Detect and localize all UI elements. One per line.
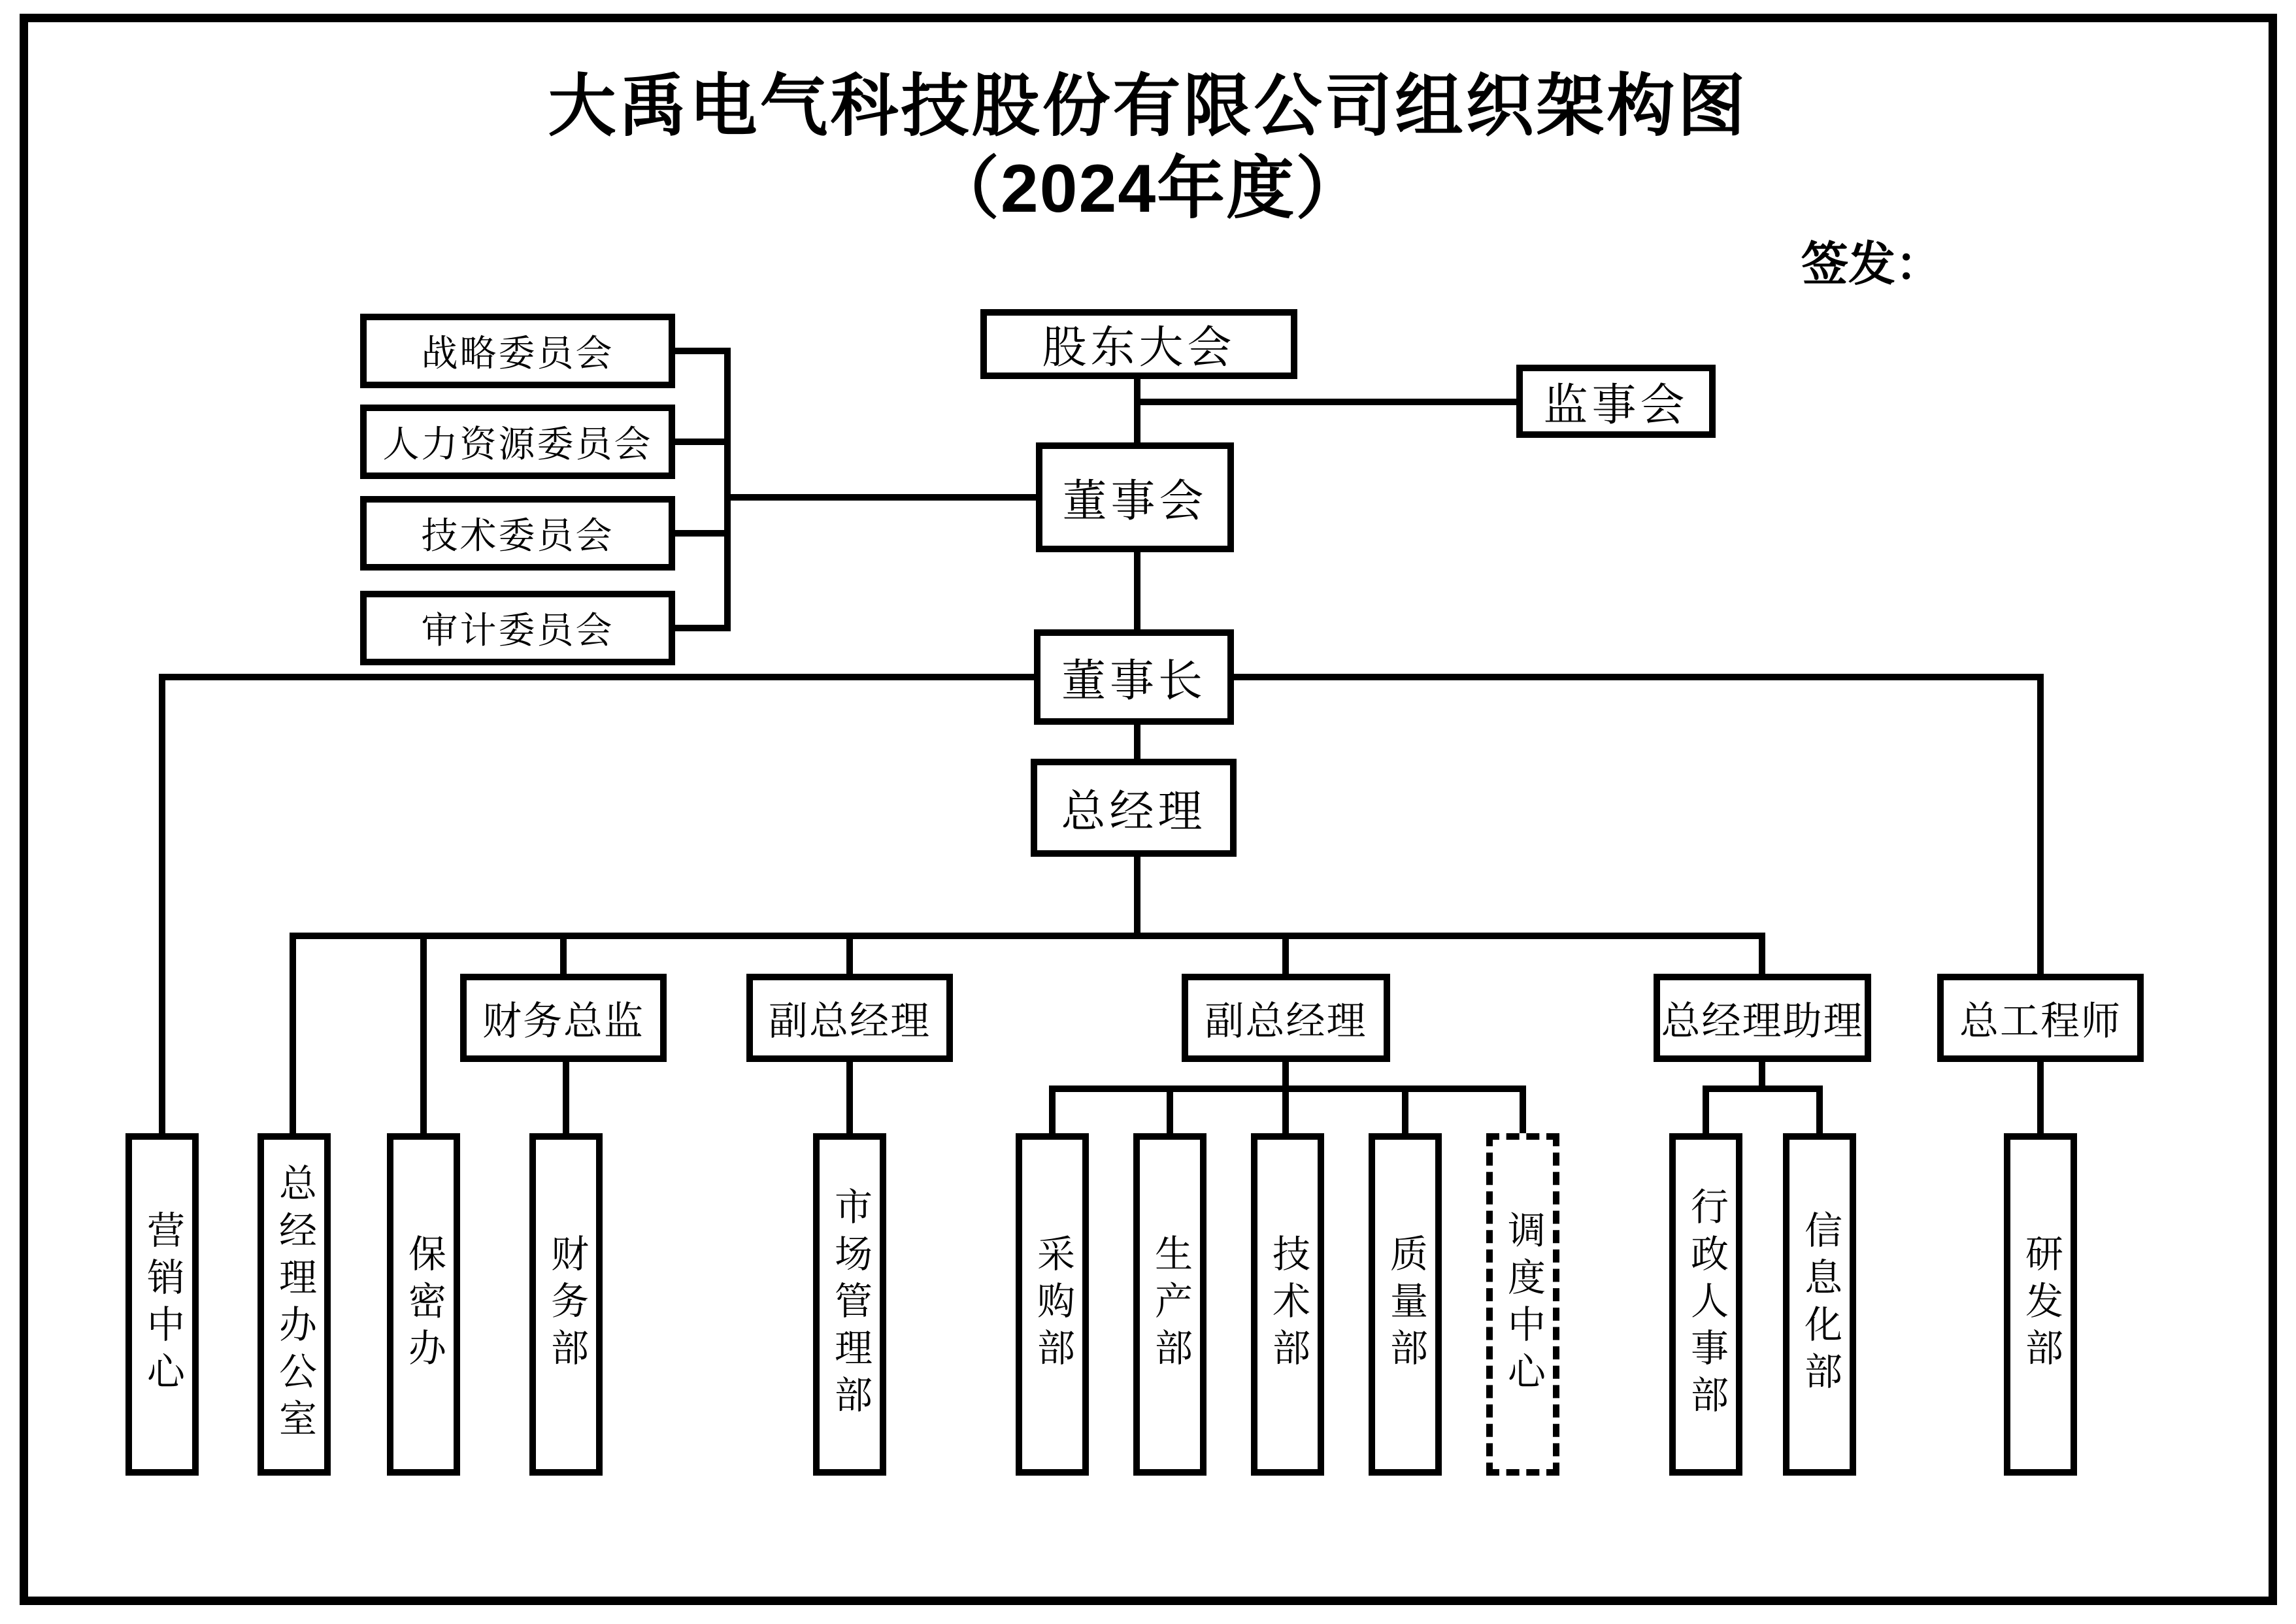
connector-chiefeng-rnd bbox=[2037, 1062, 2044, 1133]
node-dept-production: 生产部 bbox=[1133, 1133, 1206, 1476]
node-dept-purchasing: 采购部 bbox=[1016, 1133, 1089, 1476]
page-subtitle: （2024年度） bbox=[931, 151, 1365, 227]
connector-vp2-bus bbox=[1049, 1085, 1526, 1092]
connector-committee-tech bbox=[673, 530, 731, 537]
connector-committee-hr bbox=[673, 439, 731, 445]
node-cfo: 财务总监 bbox=[460, 974, 667, 1062]
node-dept-finance: 财务部 bbox=[529, 1133, 603, 1476]
connector-admin-hr-drop bbox=[1703, 1085, 1709, 1133]
node-board-of-directors: 董事会 bbox=[1036, 442, 1234, 552]
node-dept-admin-hr: 行政人事部 bbox=[1669, 1133, 1742, 1476]
node-dept-dispatch-center: 调度中心 bbox=[1486, 1133, 1559, 1476]
node-supervisory-board: 监事会 bbox=[1516, 365, 1716, 438]
node-committee-technology: 技术委员会 bbox=[360, 496, 675, 571]
connector-shareholders-board bbox=[1134, 379, 1140, 446]
connector-gm-assistant-drop bbox=[1759, 933, 1765, 974]
connector-chairman-right bbox=[1234, 674, 2044, 680]
node-committee-strategy: 战略委员会 bbox=[360, 314, 675, 388]
connector-marketing-center-drop bbox=[159, 674, 165, 1133]
connector-secrecy-office-drop bbox=[420, 933, 427, 1133]
connector-quality-drop bbox=[1402, 1085, 1408, 1133]
connector-vp1-market bbox=[846, 1062, 853, 1133]
node-dept-informatization: 信息化部 bbox=[1783, 1133, 1856, 1476]
node-chairman: 董事长 bbox=[1034, 629, 1234, 725]
connector-chairman-gm bbox=[1134, 725, 1140, 759]
connector-cfo-finance bbox=[563, 1062, 569, 1133]
connector-informatization-drop bbox=[1816, 1085, 1823, 1133]
connector-committee-strategy bbox=[673, 348, 731, 354]
connector-gm-office-drop bbox=[290, 933, 296, 1133]
node-committee-audit: 审计委员会 bbox=[360, 591, 675, 665]
connector-chief-engineer-drop bbox=[2037, 674, 2044, 974]
node-dept-technology: 技术部 bbox=[1251, 1133, 1324, 1476]
node-general-manager: 总经理 bbox=[1031, 759, 1237, 857]
node-gm-assistant: 总经理助理 bbox=[1654, 974, 1871, 1062]
connector-supervisory bbox=[1134, 399, 1520, 405]
node-chief-engineer: 总工程师 bbox=[1937, 974, 2144, 1062]
node-dept-rnd: 研发部 bbox=[2004, 1133, 2077, 1476]
connector-purchasing-drop bbox=[1049, 1085, 1056, 1133]
connector-committees-board bbox=[724, 494, 1036, 501]
node-dept-marketing-center: 营销中心 bbox=[125, 1133, 199, 1476]
connector-gm-bus bbox=[290, 933, 1765, 939]
connector-committee-audit bbox=[673, 625, 731, 631]
page-title: 大禹电气科技股份有限公司组织架构图 bbox=[548, 69, 1748, 144]
connector-dispatch-drop bbox=[1520, 1085, 1526, 1133]
connector-vp1-drop bbox=[846, 933, 853, 974]
connector-cfo-drop bbox=[560, 933, 567, 974]
node-dept-gm-office: 总经理办公室 bbox=[258, 1133, 331, 1476]
connector-committees-bus bbox=[724, 348, 731, 631]
connector-production-drop bbox=[1167, 1085, 1173, 1133]
node-dept-quality: 质量部 bbox=[1369, 1133, 1442, 1476]
node-committee-human-resources: 人力资源委员会 bbox=[360, 405, 675, 479]
connector-gm-distribution bbox=[1134, 857, 1140, 939]
connector-chairman-left bbox=[159, 674, 1034, 680]
node-dept-market-management: 市场管理部 bbox=[813, 1133, 886, 1476]
connector-board-chairman bbox=[1134, 552, 1140, 629]
connector-vp2-down bbox=[1282, 1062, 1289, 1133]
node-deputy-gm-2: 副总经理 bbox=[1182, 974, 1390, 1062]
node-dept-secrecy-office: 保密办 bbox=[387, 1133, 460, 1476]
issued-by-label: 签发： bbox=[1801, 239, 1943, 291]
node-deputy-gm-1: 副总经理 bbox=[746, 974, 953, 1062]
node-shareholders-meeting: 股东大会 bbox=[980, 309, 1297, 379]
connector-vp2-drop bbox=[1282, 933, 1289, 974]
connector-assistant-bus bbox=[1703, 1085, 1823, 1092]
